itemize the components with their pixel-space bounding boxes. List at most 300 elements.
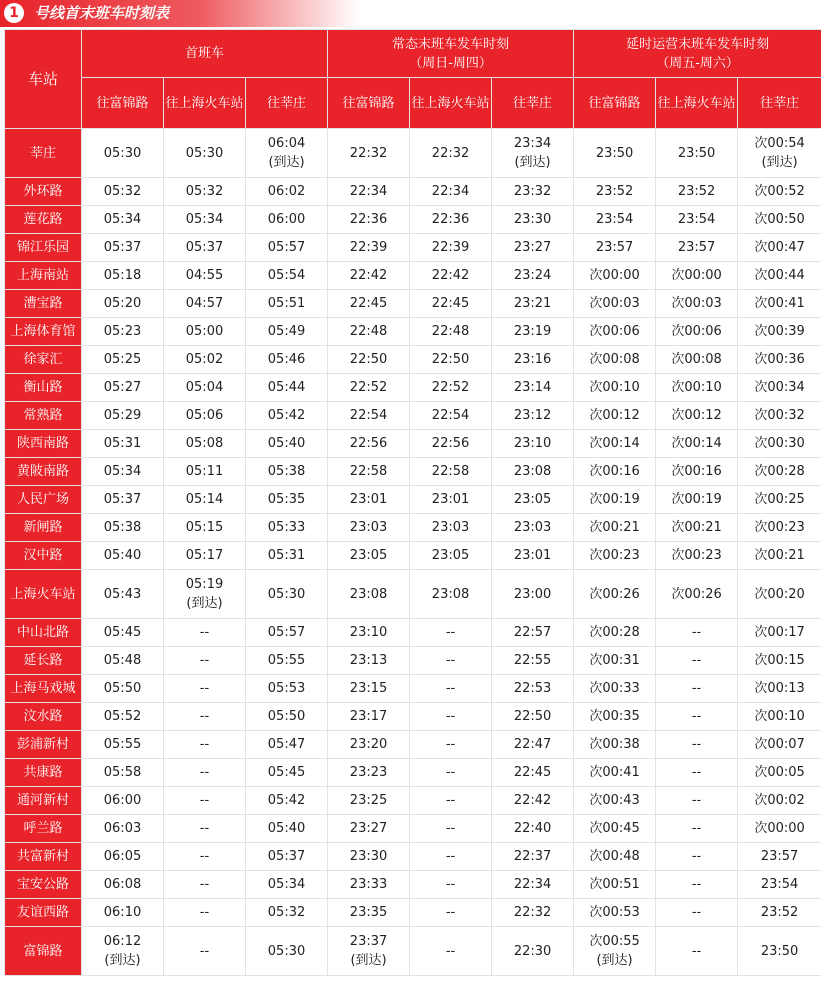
station-name: 莲花路: [5, 206, 82, 234]
time-cell: 次00:07: [738, 731, 821, 759]
time-cell: 05:08: [164, 430, 246, 458]
time-cell: 05:57: [246, 234, 328, 262]
time-cell: 05:37: [82, 486, 164, 514]
time-cell: --: [656, 843, 738, 871]
time-cell: 05:43: [82, 570, 164, 619]
time-cell: 05:50: [246, 703, 328, 731]
time-cell: --: [410, 927, 492, 976]
station-name: 衡山路: [5, 374, 82, 402]
time-cell: 22:50: [328, 346, 410, 374]
time-cell: --: [656, 899, 738, 927]
time-cell: 23:52: [574, 178, 656, 206]
station-name: 上海体育馆: [5, 318, 82, 346]
time-cell: 次00:33: [574, 675, 656, 703]
time-cell: 23:30: [328, 843, 410, 871]
time-cell: 次00:03: [656, 290, 738, 318]
time-cell: 05:42: [246, 402, 328, 430]
time-cell: --: [164, 647, 246, 675]
time-cell: 次00:51: [574, 871, 656, 899]
time-cell: 05:27: [82, 374, 164, 402]
time-cell: 次00:00: [738, 815, 821, 843]
time-cell: 05:30: [246, 927, 328, 976]
time-cell: 22:42: [410, 262, 492, 290]
time-cell: 04:55: [164, 262, 246, 290]
table-row: [5, 843, 821, 871]
time-cell: --: [410, 647, 492, 675]
group-header-regular-last-train: 常态末班车发车时刻 （周日-周四）: [328, 30, 574, 78]
time-cell: --: [410, 787, 492, 815]
time-cell: 05:17: [164, 542, 246, 570]
time-cell: --: [410, 759, 492, 787]
time-cell: 23:23: [328, 759, 410, 787]
table-row: [5, 430, 821, 458]
time-cell: 23:35: [328, 899, 410, 927]
time-cell: --: [164, 619, 246, 647]
table-row: [5, 402, 821, 430]
time-cell: --: [656, 871, 738, 899]
time-cell: 22:37: [492, 843, 574, 871]
time-cell: 05:19 (到达): [164, 570, 246, 619]
time-cell: 05:15: [164, 514, 246, 542]
time-cell: 23:12: [492, 402, 574, 430]
time-cell: 23:03: [492, 514, 574, 542]
time-cell: 22:39: [410, 234, 492, 262]
time-cell: 次00:08: [574, 346, 656, 374]
time-cell: 05:32: [246, 899, 328, 927]
table-row: [5, 731, 821, 759]
time-cell: 06:00: [246, 206, 328, 234]
time-cell: 05:37: [164, 234, 246, 262]
time-cell: --: [410, 871, 492, 899]
station-name: 黄陂南路: [5, 458, 82, 486]
table-row: [5, 899, 821, 927]
page-title: 号线首末班车时刻表: [34, 4, 170, 22]
time-cell: 23:57: [574, 234, 656, 262]
time-cell: 22:56: [410, 430, 492, 458]
time-cell: 06:12 (到达): [82, 927, 164, 976]
time-cell: 次00:10: [656, 374, 738, 402]
time-cell: 05:57: [246, 619, 328, 647]
time-cell: 05:38: [82, 514, 164, 542]
table-row: [5, 871, 821, 899]
group-header-extended-last-train: 延时运营末班车发车时刻 （周五-周六）: [574, 30, 821, 78]
time-cell: --: [410, 675, 492, 703]
time-cell: 23:30: [492, 206, 574, 234]
table-body: [5, 129, 821, 976]
time-cell: 次00:14: [574, 430, 656, 458]
time-cell: 次00:44: [738, 262, 821, 290]
time-cell: 05:48: [82, 647, 164, 675]
time-cell: --: [656, 787, 738, 815]
time-cell: 次00:16: [656, 458, 738, 486]
time-cell: --: [164, 815, 246, 843]
direction-header: 往上海火车站: [410, 78, 492, 129]
station-name: 共富新村: [5, 843, 82, 871]
title-bar: [0, 0, 360, 27]
time-cell: 次00:53: [574, 899, 656, 927]
direction-header: 往莘庄: [738, 78, 821, 129]
time-cell: 05:55: [82, 731, 164, 759]
line-number-badge: 1: [4, 3, 24, 23]
time-cell: 05:40: [246, 430, 328, 458]
time-cell: 23:25: [328, 787, 410, 815]
time-cell: 05:40: [246, 815, 328, 843]
time-cell: 23:03: [410, 514, 492, 542]
time-cell: 05:55: [246, 647, 328, 675]
time-cell: 22:32: [328, 129, 410, 178]
time-cell: 23:54: [656, 206, 738, 234]
time-cell: 次00:21: [738, 542, 821, 570]
time-cell: 05:34: [82, 206, 164, 234]
time-cell: 23:33: [328, 871, 410, 899]
time-cell: 23:08: [492, 458, 574, 486]
time-cell: 22:53: [492, 675, 574, 703]
time-cell: 次00:21: [656, 514, 738, 542]
time-cell: 05:33: [246, 514, 328, 542]
station-name: 人民广场: [5, 486, 82, 514]
time-cell: 22:45: [492, 759, 574, 787]
time-cell: 次00:30: [738, 430, 821, 458]
time-cell: 23:10: [492, 430, 574, 458]
time-cell: 23:50: [656, 129, 738, 178]
time-cell: 05:04: [164, 374, 246, 402]
direction-header: 往富锦路: [574, 78, 656, 129]
time-cell: 05:37: [82, 234, 164, 262]
time-cell: 23:03: [328, 514, 410, 542]
time-cell: 次00:28: [738, 458, 821, 486]
time-cell: --: [656, 815, 738, 843]
time-cell: 22:52: [328, 374, 410, 402]
time-cell: --: [656, 759, 738, 787]
direction-header: 往上海火车站: [656, 78, 738, 129]
time-cell: 23:05: [410, 542, 492, 570]
time-cell: 05:54: [246, 262, 328, 290]
time-cell: 22:55: [492, 647, 574, 675]
station-name: 上海火车站: [5, 570, 82, 619]
station-name: 友谊西路: [5, 899, 82, 927]
time-cell: 次00:26: [656, 570, 738, 619]
time-cell: 05:00: [164, 318, 246, 346]
table-row: [5, 374, 821, 402]
time-cell: 05:25: [82, 346, 164, 374]
time-cell: 23:17: [328, 703, 410, 731]
time-cell: 05:06: [164, 402, 246, 430]
station-name: 共康路: [5, 759, 82, 787]
station-name: 延长路: [5, 647, 82, 675]
time-cell: 05:34: [164, 206, 246, 234]
time-cell: --: [164, 927, 246, 976]
time-cell: 22:57: [492, 619, 574, 647]
time-cell: --: [164, 899, 246, 927]
time-cell: 次00:13: [738, 675, 821, 703]
time-cell: 05:29: [82, 402, 164, 430]
time-cell: 次00:55 (到达): [574, 927, 656, 976]
time-cell: 05:47: [246, 731, 328, 759]
time-cell: 05:30: [82, 129, 164, 178]
direction-header: 往莘庄: [246, 78, 328, 129]
time-cell: 22:48: [410, 318, 492, 346]
time-cell: 05:11: [164, 458, 246, 486]
time-cell: 次00:12: [656, 402, 738, 430]
time-cell: 05:34: [82, 458, 164, 486]
time-cell: 23:10: [328, 619, 410, 647]
time-cell: 04:57: [164, 290, 246, 318]
time-cell: 05:30: [246, 570, 328, 619]
time-cell: 次00:06: [656, 318, 738, 346]
time-cell: 23:01: [410, 486, 492, 514]
time-cell: 次00:31: [574, 647, 656, 675]
time-cell: 22:50: [492, 703, 574, 731]
time-cell: 05:18: [82, 262, 164, 290]
station-name: 徐家汇: [5, 346, 82, 374]
time-cell: 23:24: [492, 262, 574, 290]
time-cell: 次00:28: [574, 619, 656, 647]
time-cell: --: [410, 843, 492, 871]
table-row: [5, 675, 821, 703]
table-row: [5, 514, 821, 542]
time-cell: --: [164, 731, 246, 759]
time-cell: 05:20: [82, 290, 164, 318]
time-cell: 23:05: [328, 542, 410, 570]
time-cell: 05:42: [246, 787, 328, 815]
direction-header: 往上海火车站: [164, 78, 246, 129]
table-row: [5, 206, 821, 234]
direction-header: 往莘庄: [492, 78, 574, 129]
station-name: 宝安公路: [5, 871, 82, 899]
time-cell: --: [410, 815, 492, 843]
time-cell: 22:45: [410, 290, 492, 318]
direction-header: 往富锦路: [328, 78, 410, 129]
table-row: [5, 346, 821, 374]
time-cell: 次00:35: [574, 703, 656, 731]
station-name: 中山北路: [5, 619, 82, 647]
table-row: [5, 619, 821, 647]
timetable: [4, 29, 821, 976]
time-cell: 06:00: [82, 787, 164, 815]
time-cell: 22:54: [410, 402, 492, 430]
time-cell: 22:52: [410, 374, 492, 402]
time-cell: 05:35: [246, 486, 328, 514]
time-cell: 22:56: [328, 430, 410, 458]
time-cell: 22:40: [492, 815, 574, 843]
station-column-header: 车站: [5, 30, 82, 129]
table-row: [5, 234, 821, 262]
time-cell: 次00:45: [574, 815, 656, 843]
table-row: [5, 759, 821, 787]
table-row: [5, 570, 821, 619]
group-header-first-train: 首班车: [82, 30, 328, 78]
time-cell: 22:42: [328, 262, 410, 290]
time-cell: 次00:00: [656, 262, 738, 290]
time-cell: 次00:15: [738, 647, 821, 675]
time-cell: --: [164, 787, 246, 815]
time-cell: 05:52: [82, 703, 164, 731]
time-cell: 23:01: [492, 542, 574, 570]
time-cell: 22:34: [492, 871, 574, 899]
time-cell: 次00:25: [738, 486, 821, 514]
table-row: [5, 290, 821, 318]
time-cell: 22:32: [410, 129, 492, 178]
time-cell: 次00:32: [738, 402, 821, 430]
time-cell: 05:45: [82, 619, 164, 647]
time-cell: 23:13: [328, 647, 410, 675]
table-row: [5, 542, 821, 570]
time-cell: --: [410, 731, 492, 759]
time-cell: 23:15: [328, 675, 410, 703]
time-cell: --: [410, 703, 492, 731]
time-cell: 23:20: [328, 731, 410, 759]
time-cell: 23:27: [328, 815, 410, 843]
table-row: [5, 129, 821, 178]
time-cell: 次00:12: [574, 402, 656, 430]
time-cell: --: [164, 871, 246, 899]
table-row: [5, 703, 821, 731]
time-cell: 22:42: [492, 787, 574, 815]
time-cell: 23:16: [492, 346, 574, 374]
time-cell: 次00:00: [574, 262, 656, 290]
time-cell: 05:34: [246, 871, 328, 899]
time-cell: 23:37 (到达): [328, 927, 410, 976]
time-cell: 06:05: [82, 843, 164, 871]
time-cell: 23:54: [738, 871, 821, 899]
time-cell: 次00:10: [574, 374, 656, 402]
station-name: 锦江乐园: [5, 234, 82, 262]
time-cell: 次00:48: [574, 843, 656, 871]
time-cell: 23:01: [328, 486, 410, 514]
time-cell: 22:34: [410, 178, 492, 206]
time-cell: 23:19: [492, 318, 574, 346]
time-cell: 05:37: [246, 843, 328, 871]
time-cell: 次00:54 (到达): [738, 129, 821, 178]
station-name: 通河新村: [5, 787, 82, 815]
time-cell: 05:40: [82, 542, 164, 570]
time-cell: 23:32: [492, 178, 574, 206]
time-cell: 次00:21: [574, 514, 656, 542]
time-cell: 23:52: [738, 899, 821, 927]
time-cell: 次00:23: [574, 542, 656, 570]
time-cell: 05:51: [246, 290, 328, 318]
time-cell: 05:50: [82, 675, 164, 703]
time-cell: 次00:19: [656, 486, 738, 514]
time-cell: 22:39: [328, 234, 410, 262]
time-cell: 23:08: [328, 570, 410, 619]
time-cell: --: [656, 675, 738, 703]
time-cell: 22:50: [410, 346, 492, 374]
time-cell: 05:58: [82, 759, 164, 787]
time-cell: 次00:20: [738, 570, 821, 619]
time-cell: 次00:19: [574, 486, 656, 514]
table-row: [5, 486, 821, 514]
table-row: [5, 262, 821, 290]
time-cell: 次00:14: [656, 430, 738, 458]
time-cell: 次00:16: [574, 458, 656, 486]
time-cell: 23:52: [656, 178, 738, 206]
time-cell: --: [656, 703, 738, 731]
direction-header: 往富锦路: [82, 78, 164, 129]
time-cell: 次00:23: [656, 542, 738, 570]
time-cell: 22:45: [328, 290, 410, 318]
time-cell: 次00:38: [574, 731, 656, 759]
time-cell: 05:23: [82, 318, 164, 346]
time-cell: 05:49: [246, 318, 328, 346]
time-cell: 22:58: [410, 458, 492, 486]
time-cell: 06:02: [246, 178, 328, 206]
time-cell: 次00:34: [738, 374, 821, 402]
table-row: [5, 318, 821, 346]
station-name: 上海马戏城: [5, 675, 82, 703]
time-cell: 05:32: [164, 178, 246, 206]
time-cell: 23:05: [492, 486, 574, 514]
time-cell: 06:08: [82, 871, 164, 899]
time-cell: 23:57: [738, 843, 821, 871]
time-cell: --: [164, 703, 246, 731]
time-cell: 06:03: [82, 815, 164, 843]
time-cell: 05:14: [164, 486, 246, 514]
time-cell: 23:14: [492, 374, 574, 402]
table-row: [5, 927, 821, 976]
time-cell: --: [656, 731, 738, 759]
time-cell: 06:10: [82, 899, 164, 927]
time-cell: 05:31: [82, 430, 164, 458]
time-cell: 次00:23: [738, 514, 821, 542]
time-cell: 次00:02: [738, 787, 821, 815]
time-cell: 05:44: [246, 374, 328, 402]
time-cell: 次00:41: [574, 759, 656, 787]
station-name: 上海南站: [5, 262, 82, 290]
table-row: [5, 458, 821, 486]
time-cell: 次00:39: [738, 318, 821, 346]
time-cell: 22:47: [492, 731, 574, 759]
time-cell: --: [656, 927, 738, 976]
table-row: [5, 787, 821, 815]
station-name: 陕西南路: [5, 430, 82, 458]
time-cell: 次00:41: [738, 290, 821, 318]
station-name: 呼兰路: [5, 815, 82, 843]
time-cell: 次00:06: [574, 318, 656, 346]
time-cell: 05:32: [82, 178, 164, 206]
time-cell: 05:45: [246, 759, 328, 787]
time-cell: --: [164, 759, 246, 787]
station-name: 彭浦新村: [5, 731, 82, 759]
station-name: 新闸路: [5, 514, 82, 542]
time-cell: 23:21: [492, 290, 574, 318]
station-name: 汉中路: [5, 542, 82, 570]
time-cell: 23:00: [492, 570, 574, 619]
time-cell: --: [410, 899, 492, 927]
station-name: 常熟路: [5, 402, 82, 430]
time-cell: 22:36: [410, 206, 492, 234]
time-cell: --: [164, 843, 246, 871]
time-cell: 23:50: [574, 129, 656, 178]
station-name: 汶水路: [5, 703, 82, 731]
time-cell: 23:57: [656, 234, 738, 262]
time-cell: 22:34: [328, 178, 410, 206]
time-cell: --: [410, 619, 492, 647]
time-cell: 次00:36: [738, 346, 821, 374]
time-cell: 次00:05: [738, 759, 821, 787]
time-cell: 23:08: [410, 570, 492, 619]
time-cell: 23:50: [738, 927, 821, 976]
time-cell: 22:54: [328, 402, 410, 430]
time-cell: 23:27: [492, 234, 574, 262]
time-cell: 次00:47: [738, 234, 821, 262]
time-cell: 06:04 (到达): [246, 129, 328, 178]
time-cell: --: [656, 619, 738, 647]
table-row: [5, 647, 821, 675]
time-cell: 次00:17: [738, 619, 821, 647]
time-cell: 次00:26: [574, 570, 656, 619]
time-cell: --: [656, 647, 738, 675]
